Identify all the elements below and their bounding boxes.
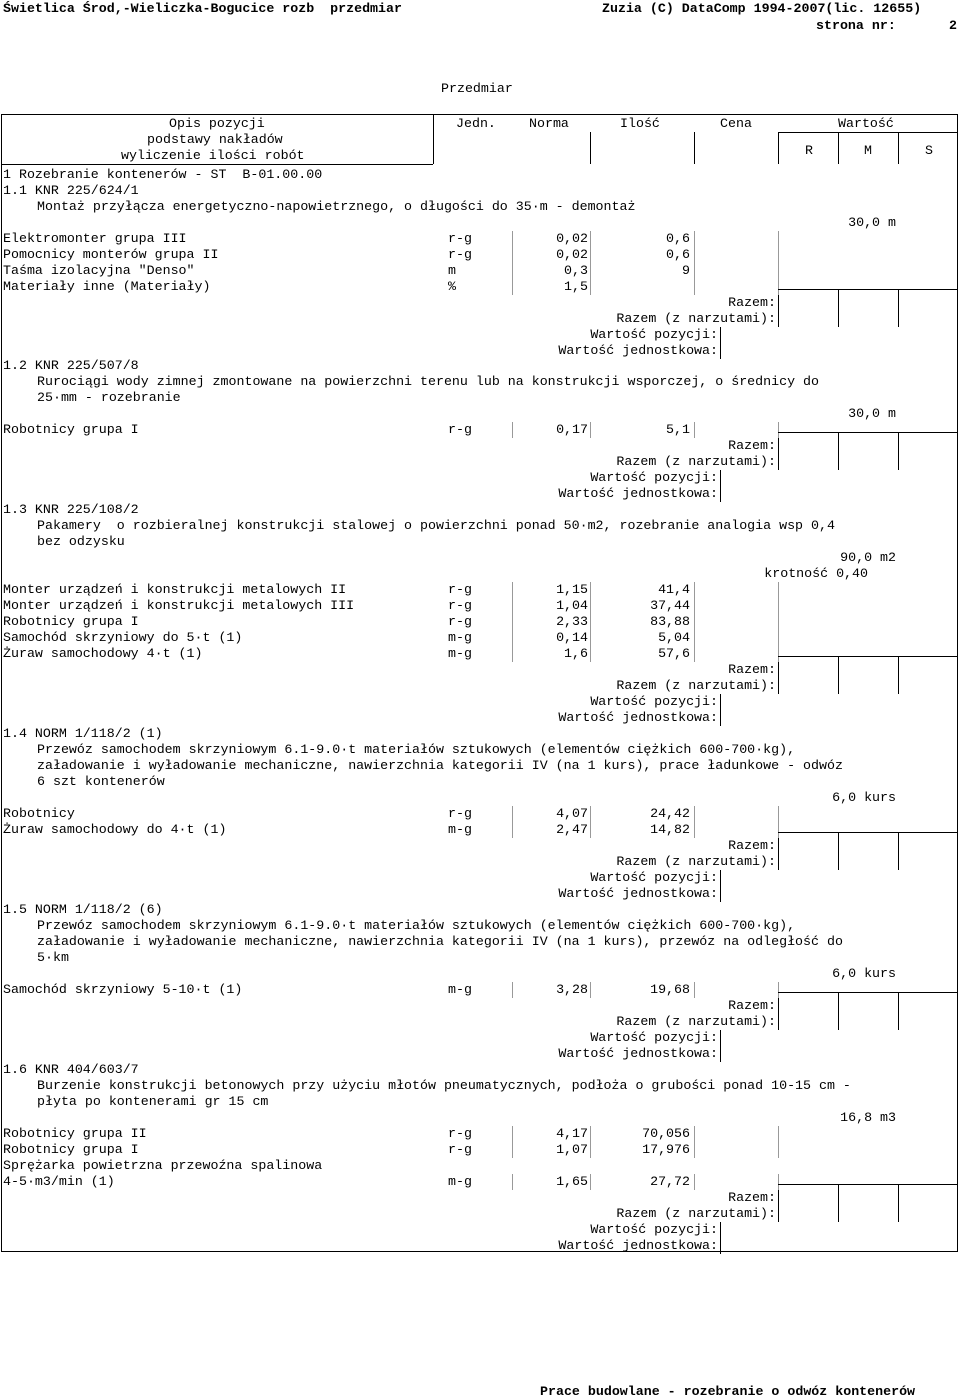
razem-label: Razem: [728,838,776,853]
row-divider [778,422,779,438]
resource-qty: 19,68 [650,982,690,997]
resource-qty: 57,6 [658,646,690,661]
resource-unit: m [448,263,456,278]
summary-divider [778,992,958,993]
row-divider [590,806,591,822]
row-divider [778,822,779,838]
resource-norm: 4,07 [556,806,588,821]
summary-divider [898,1184,899,1222]
row-divider [694,279,695,295]
col-jedn: Jedn. [456,116,496,131]
summary-divider [898,432,899,470]
resource-name: Monter urządzeń i konstrukcji metalowych II [3,582,347,597]
col-cena: Cena [720,116,752,131]
header-divider [838,132,839,164]
row-divider [590,263,591,279]
row-divider [590,247,591,263]
razem-narzut-label: Razem (z narzutami): [616,454,776,469]
resource-norm: 1,15 [556,582,588,597]
resource-qty: 14,82 [650,822,690,837]
summary-divider [720,327,721,359]
razem-label: Razem: [728,662,776,677]
resource-unit: r-g [448,582,472,597]
resource-qty: 17,976 [642,1142,690,1157]
summary-divider [898,832,899,870]
summary-divider [838,832,839,870]
summary-divider [778,998,779,1030]
header-software: Zuzia (C) DataComp 1994-2007(lic. 12655) [602,1,922,16]
item-quantity: 30,0 m [848,406,896,421]
resource-name: 4-5·m3/min (1) [3,1174,115,1189]
page-number: 2 [949,18,957,33]
row-divider [590,614,591,630]
razem-label: Razem: [728,998,776,1013]
razem-label: Razem: [728,438,776,453]
item-description: Burzenie konstrukcji betonowych przy użyciu młotów pneumatycznych, podłoża o grubości ponad 10-15 cm - [37,1078,851,1093]
col-m: M [864,143,872,158]
header-divider [590,132,591,164]
row-divider [778,1126,779,1142]
col-ilosc: Ilość [620,116,660,131]
razem-label: Razem: [728,1190,776,1205]
row-divider [590,646,591,662]
item-code: 1.2 KNR 225/507/8 [3,358,139,373]
summary-divider [720,1222,721,1254]
row-divider [512,247,513,263]
resource-name: Samochód skrzyniowy do 5·t (1) [3,630,243,645]
resource-name: Robotnicy grupa II [3,1126,147,1141]
item-quantity: 90,0 m2 [840,550,896,565]
header-title: Świetlica Środ,-Wieliczka-Bogucice rozb przedmiar [3,1,402,16]
summary-divider [720,470,721,502]
razem-narzut-label: Razem (z narzutami): [616,311,776,326]
row-divider [694,263,695,279]
item-krotnosc: krotność 0,40 [764,566,868,581]
col-wyliczenie: wyliczenie ilości robót [121,148,305,163]
row-divider [694,1142,695,1158]
summary-divider [778,1184,958,1185]
resource-name: Robotnicy grupa I [3,614,139,629]
item-quantity: 6,0 kurs [832,966,896,981]
row-divider [694,582,695,598]
row-divider [512,614,513,630]
row-divider [694,630,695,646]
resource-unit: m-g [448,630,472,645]
row-divider [694,598,695,614]
wartosc-jednostkowa-label: Wartość jednostkowa: [558,886,718,901]
item-code: 1.1 KNR 225/624/1 [3,183,139,198]
item-quantity: 16,8 m3 [840,1110,896,1125]
summary-divider [778,662,779,694]
row-divider [512,598,513,614]
wartosc-pozycji-label: Wartość pozycji: [590,470,718,485]
resource-unit: m-g [448,822,472,837]
resource-norm: 0,14 [556,630,588,645]
resource-qty: 9 [682,263,690,278]
row-divider [512,630,513,646]
row-divider [694,806,695,822]
row-divider [590,982,591,998]
row-divider [778,263,779,279]
resource-unit: r-g [448,231,472,246]
resource-name: Robotnicy grupa I [3,1142,139,1157]
item-description: załadowanie i wyładowanie mechaniczne, nawierzchnia kategorii IV (na 1 kurs), przewóz na odległość do [37,934,843,949]
summary-divider [720,1030,721,1062]
resource-norm: 0,02 [556,247,588,262]
resource-name: Robotnicy [3,806,75,821]
summary-divider [778,1190,779,1222]
resource-unit: r-g [448,614,472,629]
row-divider [778,1174,779,1190]
row-divider [694,231,695,247]
resource-norm: 1,65 [556,1174,588,1189]
razem-narzut-label: Razem (z narzutami): [616,1014,776,1029]
resource-qty: 5,1 [666,422,690,437]
row-divider [694,822,695,838]
item-description: 25·mm - rozebranie [37,390,181,405]
row-divider [778,582,779,598]
item-description: bez odzysku [37,534,125,549]
resource-qty: 27,72 [650,1174,690,1189]
resource-norm: 0,3 [564,263,588,278]
item-description: 5·km [37,950,69,965]
resource-qty: 70,056 [642,1126,690,1141]
wartosc-jednostkowa-label: Wartość jednostkowa: [558,1046,718,1061]
row-divider [778,247,779,263]
resource-unit: r-g [448,1142,472,1157]
item-code: 1.6 KNR 404/603/7 [3,1062,139,1077]
item-code: 1.3 KNR 225/108/2 [3,502,139,517]
resource-unit: m-g [448,646,472,661]
footer-title: Prace budowlane - rozebranie o odwóz kontenerów [540,1384,916,1399]
resource-name: Elektromonter grupa III [3,231,187,246]
row-divider [694,422,695,438]
resource-norm: 1,04 [556,598,588,613]
col-norma: Norma [529,116,569,131]
resource-qty: 0,6 [666,231,690,246]
item-code: 1.4 NORM 1/118/2 (1) [3,726,163,741]
razem-narzut-label: Razem (z narzutami): [616,678,776,693]
resource-qty: 41,4 [658,582,690,597]
row-divider [512,646,513,662]
header-divider [778,132,958,133]
item-description: 6 szt kontenerów [37,774,165,789]
resource-qty: 5,04 [658,630,690,645]
item-description: Rurociągi wody zimnej zmontowane na powierzchni terenu lub na konstrukcji wsporczej, o średnicy do [37,374,819,389]
col-s: S [925,143,933,158]
wartosc-jednostkowa-label: Wartość jednostkowa: [558,710,718,725]
row-divider [590,1126,591,1142]
row-divider [590,822,591,838]
resource-norm: 1,07 [556,1142,588,1157]
page-number-label: strona nr: [816,18,896,33]
resource-norm: 2,33 [556,614,588,629]
razem-narzut-label: Razem (z narzutami): [616,1206,776,1221]
summary-divider [778,438,779,470]
summary-divider [778,295,779,327]
row-divider [590,1142,591,1158]
row-divider [590,279,591,295]
item-description: Montaż przyłącza energetyczno-napowietrznego, o długości do 35·m - demontaż [37,199,636,214]
razem-label: Razem: [728,295,776,310]
resource-unit: % [448,279,456,294]
resource-unit: r-g [448,598,472,613]
wartosc-pozycji-label: Wartość pozycji: [590,1030,718,1045]
item-description: płyta po kontenerami gr 15 cm [37,1094,269,1109]
resource-name: Samochód skrzyniowy 5-10·t (1) [3,982,243,997]
header-divider [433,114,434,164]
row-divider [590,598,591,614]
resource-name: Robotnicy grupa I [3,422,139,437]
item-description: Przewóz samochodem skrzyniowym 6.1-9.0·t materiałów sztukowych (elementów ciężkich 600-700·kg), [37,918,796,933]
row-divider [694,646,695,662]
chapter-title: 1 Rozebranie kontenerów - ST B-01.00.00 [3,167,323,182]
resource-qty: 83,88 [650,614,690,629]
item-code: 1.5 NORM 1/118/2 (6) [3,902,163,917]
item-quantity: 30,0 m [848,215,896,230]
summary-divider [838,432,839,470]
row-divider [694,247,695,263]
row-divider [694,1174,695,1190]
row-divider [778,806,779,822]
razem-narzut-label: Razem (z narzutami): [616,854,776,869]
summary-divider [898,289,899,327]
resource-name: Sprężarka powietrzna przewoźna spalinowa [3,1158,323,1173]
summary-divider [778,832,958,833]
resource-name: Żuraw samochodowy do 4·t (1) [3,822,227,837]
summary-divider [778,656,958,657]
row-divider [590,582,591,598]
row-divider [694,614,695,630]
row-divider [512,263,513,279]
row-divider [590,231,591,247]
row-divider [512,1174,513,1190]
row-divider [512,582,513,598]
resource-qty: 24,42 [650,806,690,821]
row-divider [512,982,513,998]
resource-unit: r-g [448,247,472,262]
resource-unit: r-g [448,806,472,821]
resource-norm: 4,17 [556,1126,588,1141]
resource-unit: r-g [448,1126,472,1141]
summary-divider [778,289,958,290]
header-divider [778,132,779,164]
row-divider [512,1142,513,1158]
row-divider [512,422,513,438]
summary-divider [898,992,899,1030]
resource-qty: 37,44 [650,598,690,613]
resource-norm: 0,02 [556,231,588,246]
row-divider [694,982,695,998]
item-description: Pakamery o rozbieralnej konstrukcji stalowej o powierzchni ponad 50·m2, rozebranie analogia wsp 0,4 [37,518,835,533]
resource-name: Taśma izolacyjna "Denso" [3,263,195,278]
item-description: załadowanie i wyładowanie mechaniczne, nawierzchnia kategorii IV (na 1 kurs), prace ładunkowe - odwóz [37,758,843,773]
resource-norm: 3,28 [556,982,588,997]
resource-unit: m-g [448,1174,472,1189]
row-divider [778,630,779,646]
row-divider [590,630,591,646]
row-divider [512,279,513,295]
row-divider [778,231,779,247]
col-wartosc: Wartość [838,116,894,131]
resource-unit: r-g [448,422,472,437]
row-divider [590,422,591,438]
row-divider [778,279,779,295]
doc-title: Przedmiar [441,81,513,96]
header-divider [694,132,695,164]
row-divider [694,1126,695,1142]
summary-divider [898,656,899,694]
col-r: R [805,143,813,158]
col-opis: Opis pozycji [169,116,265,131]
header-divider [1,164,433,165]
row-divider [778,1142,779,1158]
summary-divider [838,289,839,327]
resource-norm: 2,47 [556,822,588,837]
summary-divider [720,694,721,726]
wartosc-jednostkowa-label: Wartość jednostkowa: [558,486,718,501]
row-divider [778,982,779,998]
row-divider [512,806,513,822]
wartosc-pozycji-label: Wartość pozycji: [590,327,718,342]
row-divider [590,1174,591,1190]
item-quantity: 6,0 kurs [832,790,896,805]
header-divider [898,132,899,164]
summary-divider [838,1184,839,1222]
row-divider [512,231,513,247]
resource-name: Żuraw samochodowy 4·t (1) [3,646,203,661]
resource-norm: 0,17 [556,422,588,437]
resource-name: Materiały inne (Materiały) [3,279,211,294]
wartosc-pozycji-label: Wartość pozycji: [590,870,718,885]
summary-divider [778,838,779,870]
wartosc-jednostkowa-label: Wartość jednostkowa: [558,1238,718,1253]
row-divider [512,1126,513,1142]
row-divider [778,646,779,662]
resource-norm: 1,6 [564,646,588,661]
summary-divider [720,870,721,902]
col-podstawy: podstawy nakładów [147,132,283,147]
resource-name: Pomocnicy monterów grupa II [3,247,219,262]
row-divider [512,822,513,838]
resource-norm: 1,5 [564,279,588,294]
resource-unit: m-g [448,982,472,997]
summary-divider [838,992,839,1030]
summary-divider [778,432,958,433]
item-description: Przewóz samochodem skrzyniowym 6.1-9.0·t materiałów sztukowych (elementów ciężkich 600-700·kg), [37,742,796,757]
wartosc-jednostkowa-label: Wartość jednostkowa: [558,343,718,358]
resource-qty: 0,6 [666,247,690,262]
summary-divider [838,656,839,694]
wartosc-pozycji-label: Wartość pozycji: [590,1222,718,1237]
resource-name: Monter urządzeń i konstrukcji metalowych III [3,598,355,613]
row-divider [778,598,779,614]
row-divider [778,614,779,630]
wartosc-pozycji-label: Wartość pozycji: [590,694,718,709]
